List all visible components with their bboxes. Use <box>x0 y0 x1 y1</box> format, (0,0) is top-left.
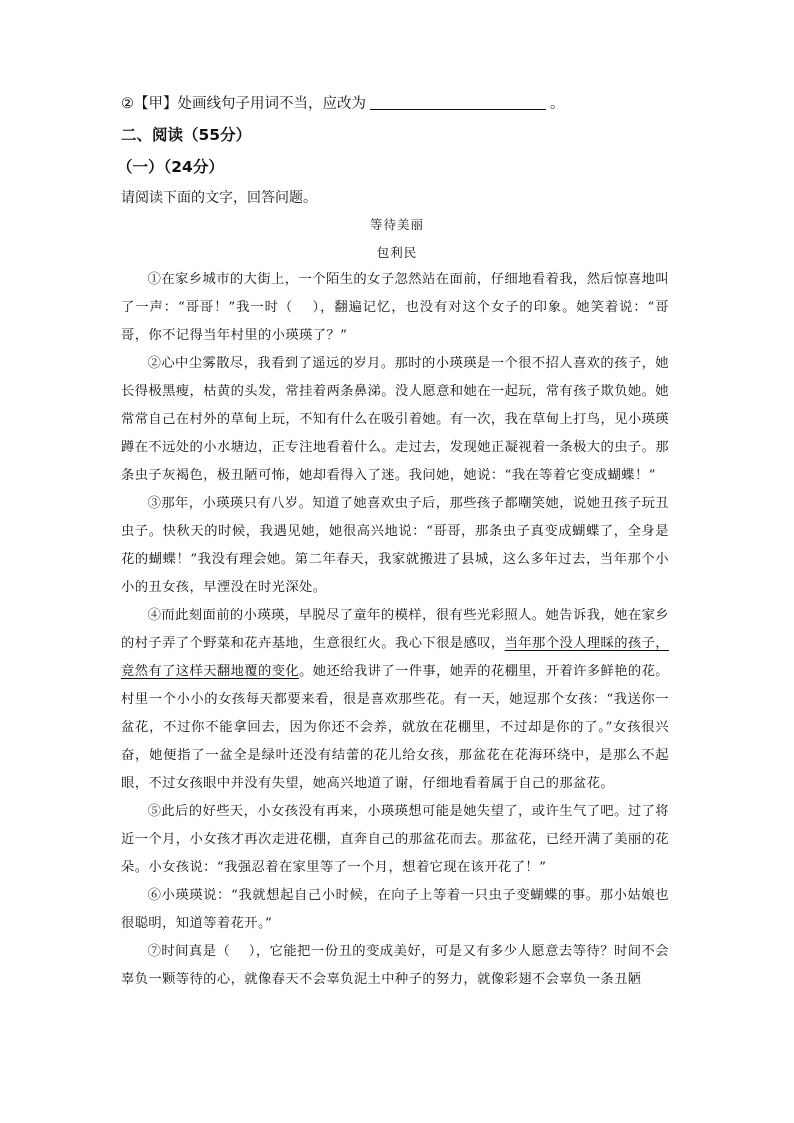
paragraph-2: ②心中尘雾散尽，我看到了遥远的岁月。那时的小瑛瑛是一个很不招人喜欢的孩子，她长得极黑瘦，枯黄的头发，常挂着两条鼻涕。没人愿意和她在一起玩，常有孩子欺负她。她常常自己在村外的草甸上玩，不知有什么在吸引着她。有一次，我在草甸上打鸟，见小瑛瑛蹲在不远处的小水塘边，正专注地看着什么。走过去，发现她正凝视着一条极大的虫子。那条虫子灰褐色，极丑陋可怖，她却看得入了迷。我问她，她说：“我在等着它变成蝴蝶！” <box>121 356 669 483</box>
answer-blank[interactable] <box>370 95 546 110</box>
question-2 <box>121 92 565 113</box>
subsection-heading: （一）（24分） <box>117 158 224 176</box>
paragraph-7: ⑦时间真是（ ），它能把一份丑的变成美好，可是又有多少人愿意去等待？时间不会辜负一颗等待的心，就像春天不会辜负泥土中种子的努力，就像彩翅不会辜负一条丑陋 <box>121 944 669 987</box>
paragraph-4-after: 。她还给我讲了一件事，她弄的花棚里，开着许多鲜艳的花。村里一个小小的女孩每天都要来看，很是喜欢那些花。有一天，她逗那个女孩：“我送你一盆花，不过你不能拿回去，因为你还不会养，就放在花棚里，不过却是你的了。”女孩很兴奋，她便指了一盆全是绿叶还没有结蕾的花儿给女孩，那盆花在花海环绕中，是那么不起眼，不过女孩眼中并没有失望，她高兴地道了谢，仔细地看着属于自己的那盆花。 <box>121 664 669 791</box>
article-body <box>121 266 669 994</box>
paragraph-6: ⑥小瑛瑛说：“我就想起自己小时候，在向子上等着一只虫子变蝴蝶的事。那小姑娘也很聪明，知道等着花开。” <box>121 888 669 931</box>
article-author: 包利民 <box>376 245 418 260</box>
underlined-sentence: 当年那个没人理睬的孩子，竟然有了这样天翻地覆的变化 <box>121 636 669 679</box>
paragraph-1: ①在家乡城市的大街上，一个陌生的女子忽然站在面前，仔细地看着我，然后惊喜地叫了一声：“哥哥！”我一时（ ），翻遍记忆，也没有对这个女子的印象。她笑着说：“哥哥，你不记得当年村里的小瑛瑛了？” <box>121 272 669 343</box>
instruction: 请阅读下面的文字，回答问题。 <box>121 190 317 206</box>
paragraph-4 <box>121 602 669 798</box>
question-2-suffix: 。 <box>550 96 565 112</box>
section-heading: 二、阅读（55分） <box>121 126 252 144</box>
paragraph-4-before: ④而此刻面前的小瑛瑛，早脱尽了童年的模样，很有些光彩照人。她告诉我，她在家乡的村子弄了个野菜和花卉基地，生意很红火。我心下很是感叹， <box>121 608 669 651</box>
paragraph-5: ⑤此后的好些天，小女孩没有再来，小瑛瑛想可能是她失望了，或许生气了吧。过了将近一个月，小女孩才再次走进花棚，直奔自己的那盆花而去。那盆花，已经开满了美丽的花朵。小女孩说：“我强忍着在家里等了一个月，想着它现在该开花了！” <box>121 804 669 875</box>
paragraph-3: ③那年，小瑛瑛只有八岁。知道了她喜欢虫子后，那些孩子都嘲笑她，说她丑孩子玩丑虫子。快秋天的时候，我遇见她，她很高兴地说：“哥哥，那条虫子真变成蝴蝶了，全身是花的蝴蝶！”我没有理会她。第二年春天，我家就搬进了县城，这么多年过去，当年那个小小的丑女孩，早湮没在时光深处。 <box>121 496 669 595</box>
article-title: 等待美丽 <box>369 217 424 232</box>
question-2-text: ②【甲】处画线句子用词不当，应改为 <box>121 96 366 112</box>
